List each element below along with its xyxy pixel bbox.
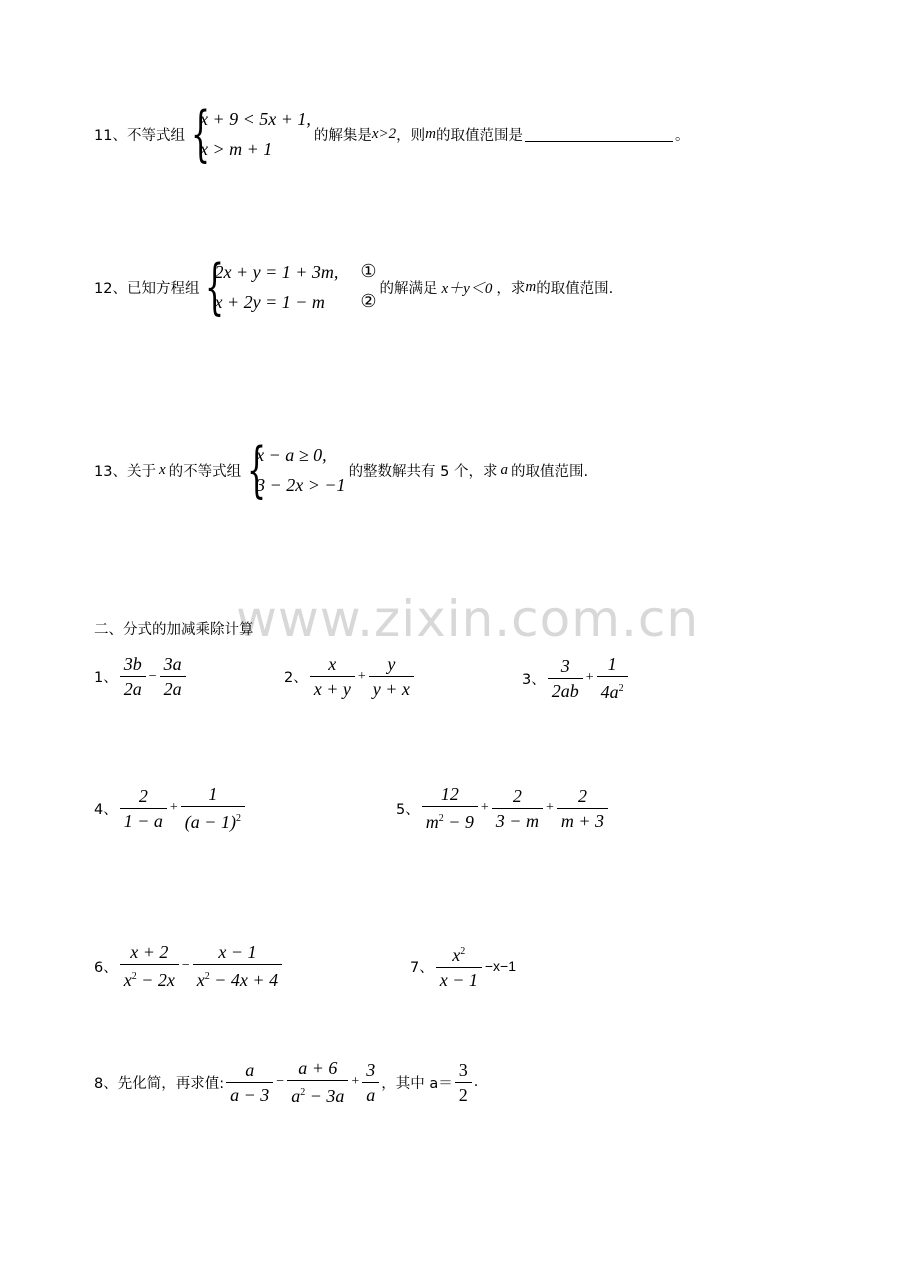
fraction: $\frac{y}{y + x}$: [369, 652, 414, 701]
q11-row1: x + 9 < 5x + 1,: [199, 109, 311, 129]
problem-4: [94, 782, 247, 834]
circled-one-icon: ①: [360, 261, 377, 282]
operator: −: [148, 668, 157, 684]
p8-label: 8、先化简，再求值:: [94, 1075, 225, 1092]
p5-label: 5、: [396, 801, 420, 818]
section-2-title: [94, 618, 254, 639]
q11-text1: 的解集是: [313, 127, 372, 144]
fraction: $\frac{3}{a}$: [362, 1058, 379, 1107]
q11-var: m: [425, 125, 436, 142]
fraction: $\frac{1}{(a - 1)^2}$: [181, 782, 245, 834]
fraction: $\frac{x - 1}{x^2 - 4x + 4}$: [193, 940, 282, 992]
q11-row2: x > m + 1: [199, 139, 273, 159]
fraction: $\frac{x^2}{x - 1}$: [436, 940, 482, 992]
fraction: $\frac{x + 2}{x^2 - 2x}$: [120, 940, 179, 992]
operator: +: [351, 1074, 360, 1089]
q11-text3: 的取值范围是: [436, 127, 523, 144]
brace-icon: {: [190, 99, 211, 169]
q13-var-a: a: [500, 461, 509, 478]
problem-5: [396, 782, 610, 834]
q12-text2: ，求: [496, 280, 526, 297]
fraction: $\frac{3b}{2a}$: [120, 652, 146, 701]
problem-6: [94, 940, 284, 992]
q12-row2: x + 2y = 1 − m: [214, 292, 325, 312]
p2-label: 2、: [284, 670, 308, 686]
q13-label-a: 13、关于: [94, 463, 156, 480]
fraction: $\frac{3}{2ab}$: [548, 654, 583, 703]
q13-text1: 的整数解共有 5 个，求: [348, 463, 498, 480]
answer-blank: [525, 127, 673, 142]
q12-system: [202, 252, 377, 322]
p6-label: 6、: [94, 959, 118, 976]
p3-label: 3、: [522, 671, 546, 688]
q13-row1: x − a ≥ 0,: [256, 445, 327, 465]
section-title: 二、分式的加减乘除计算: [94, 622, 254, 638]
p8-text: ，其中 a＝: [381, 1075, 453, 1092]
q12-text1: 的解满足: [379, 280, 438, 297]
p7-tail: −x−1: [484, 958, 517, 974]
p7-label: 7、: [410, 959, 434, 976]
p1-label: 1、: [94, 670, 118, 686]
problem-2: [284, 652, 416, 701]
q13-var-x: x: [158, 461, 166, 478]
operator: +: [169, 800, 178, 815]
fraction: $\frac{x}{x + y}$: [310, 652, 355, 701]
question-12: [94, 252, 614, 322]
fraction: $\frac{1}{4a^2}$: [597, 652, 628, 704]
problem-8: [94, 1056, 478, 1108]
operator: +: [480, 800, 489, 815]
fraction: $\frac{2}{3 - m}$: [492, 784, 543, 833]
operator: +: [357, 668, 366, 684]
brace-icon: {: [247, 435, 267, 505]
fraction: $\frac{a + 6}{a^2 - 3a}$: [287, 1056, 348, 1108]
q13-row2: 3 − 2x > −1: [256, 475, 346, 495]
q11-end: 。: [675, 127, 690, 144]
problem-3: [522, 652, 630, 704]
q11-cond: x>2: [371, 125, 397, 142]
fraction: $\frac{2}{1 - a}$: [120, 784, 167, 833]
p4-label: 4、: [94, 801, 118, 818]
q12-label: 12、已知方程组: [94, 280, 200, 297]
fraction: $\frac{3a}{2a}$: [160, 652, 186, 701]
operator: −: [181, 958, 190, 973]
q13-text2: 的取值范围.: [511, 463, 589, 480]
q11-label: 11、不等式组: [94, 127, 185, 144]
operator: +: [545, 800, 554, 815]
fraction: $\frac{2}{m + 3}$: [557, 784, 608, 833]
problem-1: [94, 652, 188, 701]
fraction: $\frac{3}{2}$: [455, 1058, 472, 1107]
p8-end: .: [473, 1074, 479, 1090]
q11-system: [188, 99, 311, 169]
q12-row1: 2x + y = 1 + 3m,: [214, 262, 339, 282]
circled-two-icon: ②: [360, 291, 377, 312]
operator: +: [585, 670, 594, 685]
q12-text3: 的取值范围.: [536, 280, 614, 297]
fraction: $\frac{a}{a - 3}$: [226, 1058, 273, 1107]
q13-label-b: 的不等式组: [168, 463, 242, 480]
brace-icon: {: [205, 252, 225, 322]
operator: −: [276, 1074, 285, 1089]
q13-system: [244, 435, 346, 505]
question-13: [94, 435, 589, 505]
q11-text2: ，则: [396, 127, 426, 144]
q12-var: m: [525, 278, 537, 295]
watermark: www.zixin.com.cn: [236, 590, 700, 648]
problem-7: [410, 940, 517, 992]
q12-cond: x＋y＜0: [441, 280, 493, 297]
fraction: $\frac{12}{m^2 - 9}$: [422, 782, 478, 834]
question-11: [94, 99, 690, 169]
